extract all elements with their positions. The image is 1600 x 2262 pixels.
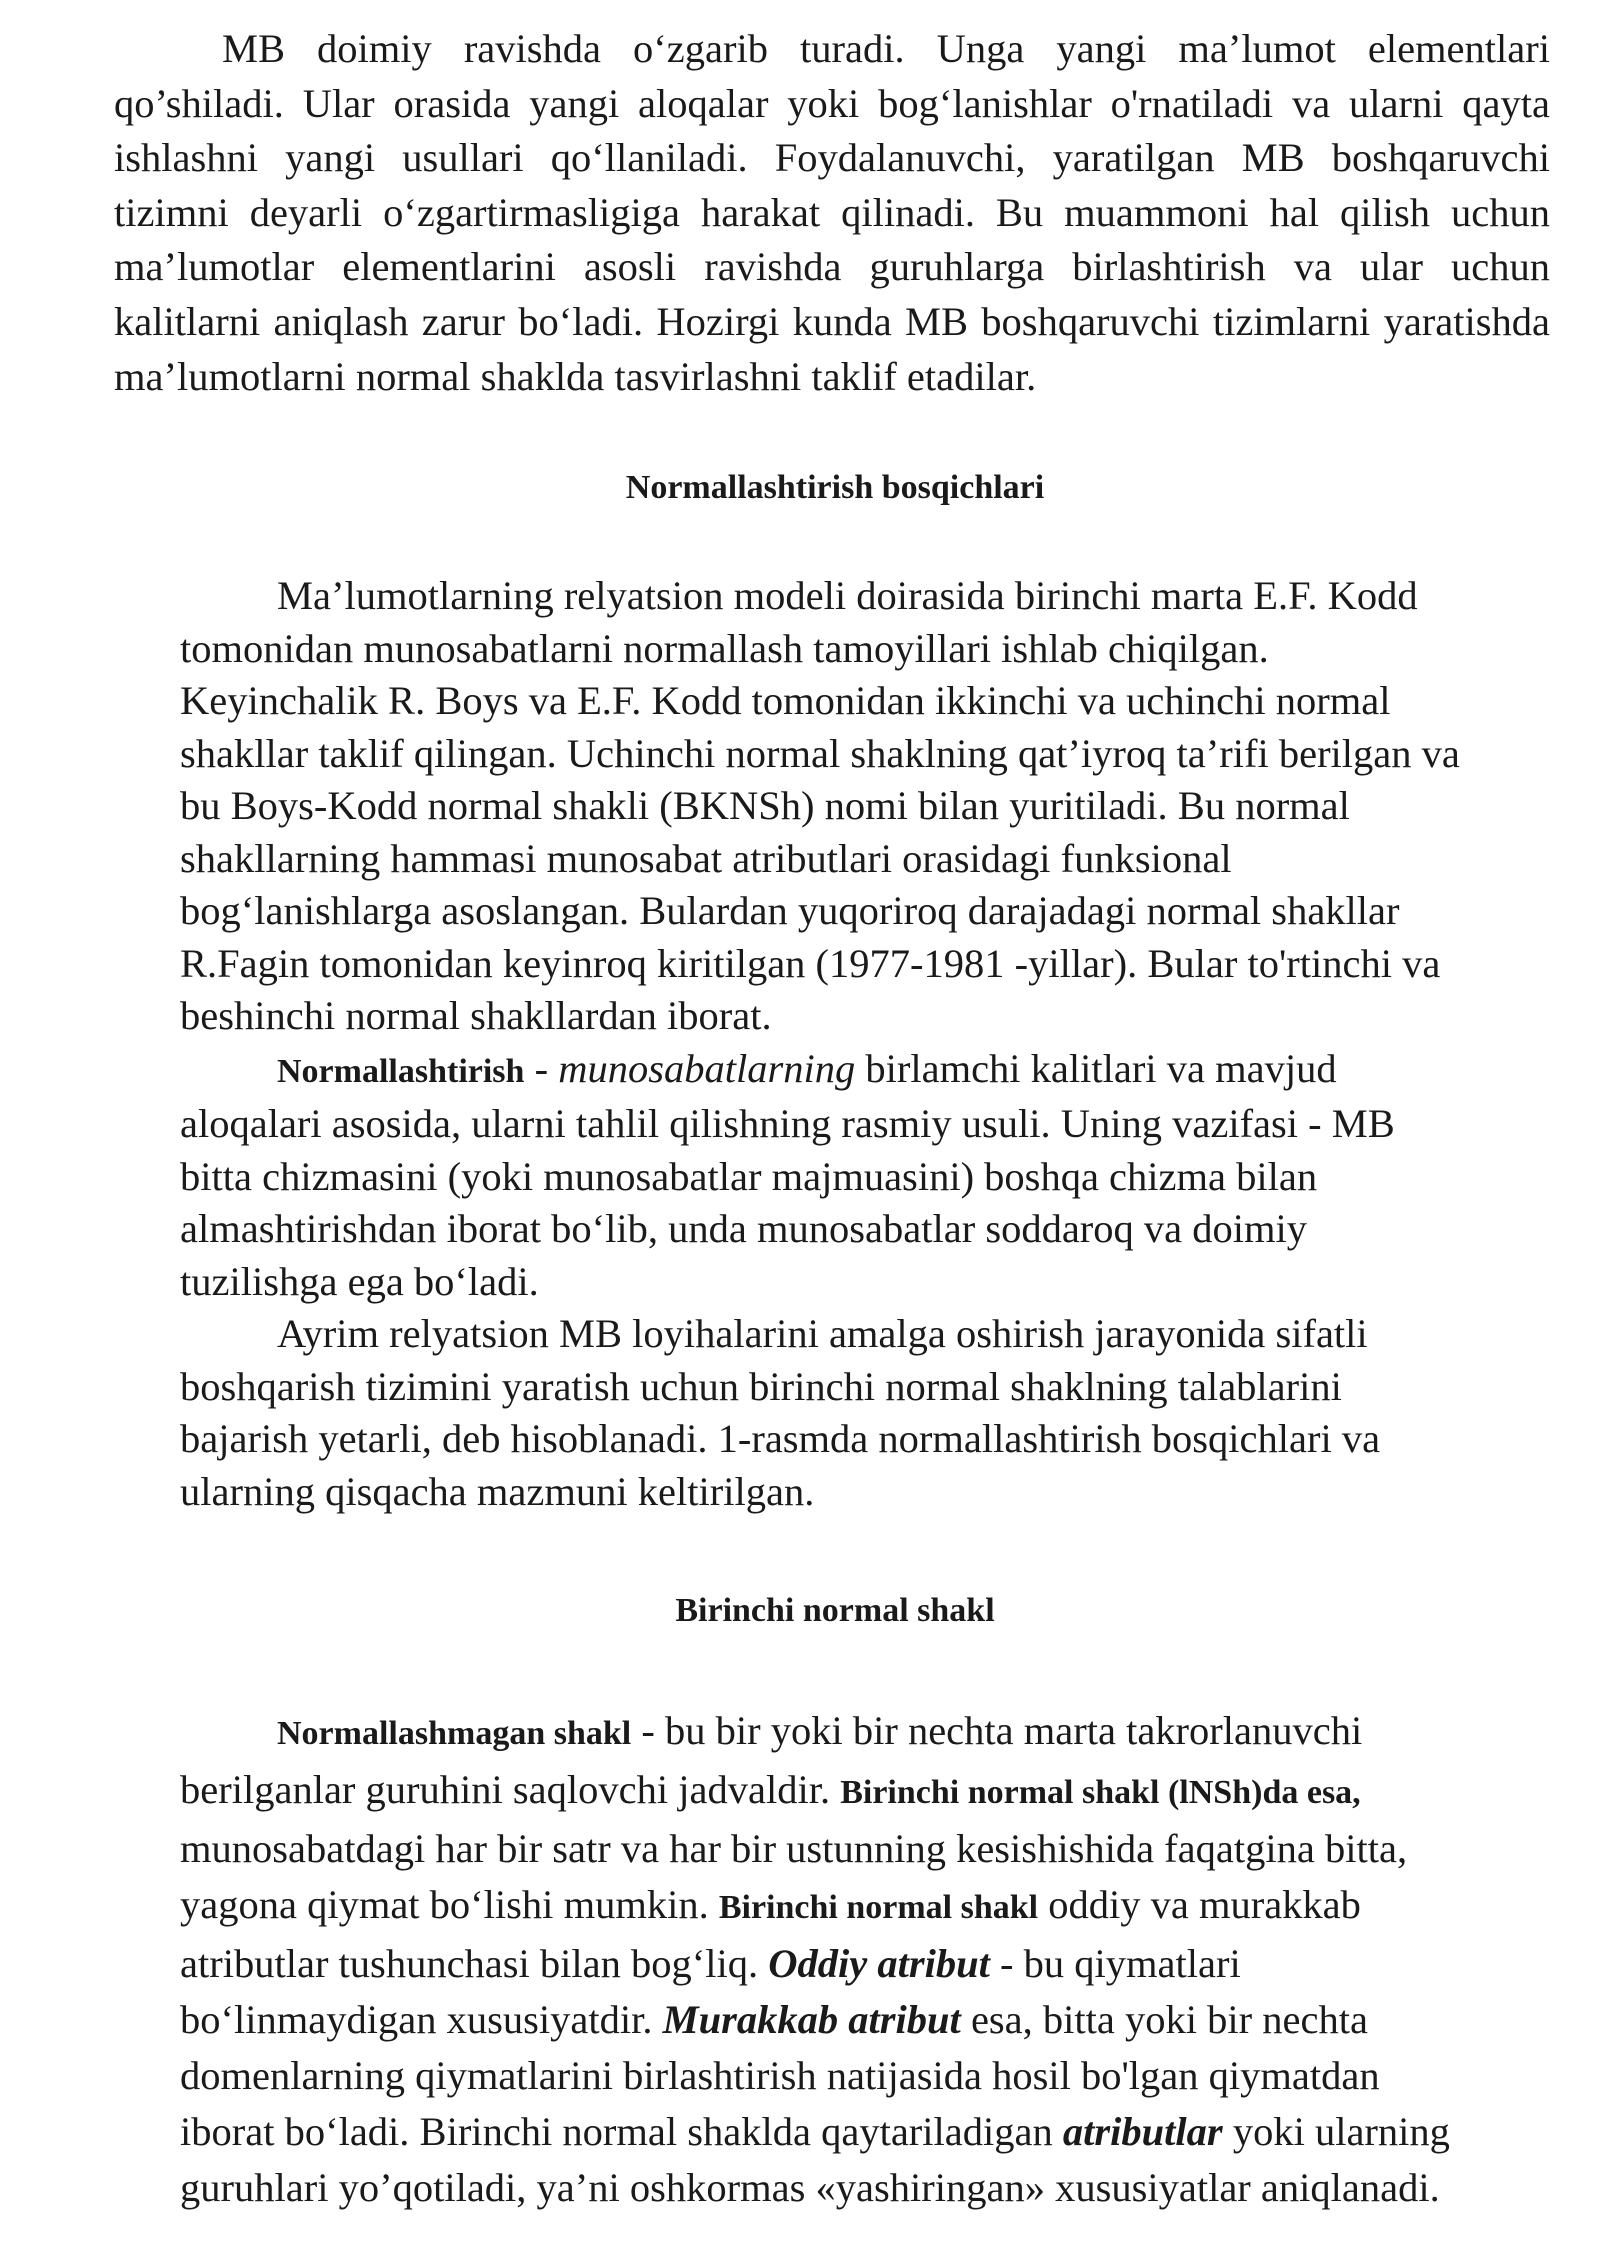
term-1nf-short: Birinchi normal shakl [718,1889,1039,1926]
text-line [180,1703,1560,1762]
line-text: berilganlar guruhini saqlovchi jadvaldir. [180,1767,841,1812]
term-simple-attribute: Oddiy atribut [768,1941,990,1986]
text-line [180,2104,1560,2160]
section-heading-normalization-stages: Normallashtirish bosqichlari [625,469,1045,506]
paragraph-normalization-definition [180,1043,1560,1309]
text-line: shakllar taklif qilingan. Uchinchi normal shaklning qat’iyroq ta’rifi berilgan va [180,730,1460,776]
line-rest: - bu bir yoki bir nechta marta takrorlanuvchi [631,1708,1363,1753]
dash: - [524,1045,559,1091]
text-line: bu Boys-Kodd normal shakli (BKNSh) nomi bilan yuritiladi. Bu normal [180,783,1350,828]
text-line: beshinchi normal shakllardan iborat. [180,993,772,1038]
text-line: Ma’lumotlarning relyatsion modeli doirasida birinchi marta E.F. Kodd [277,573,1418,618]
term-complex-attribute: Murakkab atribut [662,1997,961,2042]
line-rest: oddiy va murakkab [1038,1882,1361,1927]
text-line [180,1992,1560,2048]
text-line: aloqalari asosida, ularni tahlil qilishning rasmiy usuli. Uning vazifasi - MB [180,1101,1395,1146]
line-text: atributlar tushunchasi bilan bog‘liq. [180,1941,769,1986]
line-text: iborat bo‘ladi. Birinchi normal shaklda qaytariladigan [180,2109,1063,2154]
paragraph-first-normal-form-sufficiency [180,1308,1560,1518]
section-2-body [180,1703,1560,2216]
line-rest: yoki ularning [1222,2109,1450,2154]
term-1nf: Birinchi normal shakl (lNSh)da esa, [840,1774,1361,1811]
term-unnormalized-form: Normallashmagan shakl [277,1715,632,1752]
text-line: munosabatdagi har bir satr va har bir ustunning kesishishida faqatgina bitta, [180,1826,1408,1871]
line-rest: birlamchi kalitlari va mavjud [855,1045,1337,1091]
text-line: shakllarning hammasi munosabat atributlari orasidagi funksional [180,835,1232,881]
text-line [180,1877,1560,1936]
text-line: bitta chizmasini (yoki munosabatlar majmuasini) boshqa chizma bilan [180,1153,1318,1199]
line-text: yagona qiymat bo‘lishi mumkin. [180,1882,719,1927]
section-heading-first-normal-form: Birinchi normal shakl [675,1592,995,1629]
intro-paragraph [114,22,1550,404]
italic-word: munosabatlarning [558,1045,856,1091]
text-line: Keyinchalik R. Boys va E.F. Kodd tomonidan ikkinchi va uchinchi normal [180,678,1391,723]
intro-paragraph-text: MB doimiy ravishda o‘zgarib turadi. Unga yangi ma’lumot elementlari qo’shiladi. Ular orasida yangi aloqalar yoki bog‘lanishlar o'rnatiladi va ularni qayta ishlashni yangi usullari qo‘llaniladi. Foydalanuvchi, yaratilgan MB boshqaruvchi tizimni deyarli o‘zgartirmasligiga harakat qilinadi. Bu muammoni hal qilish uchun ma’lumotlar elementlarini asosli ravishda guruhlarga birlashtirish va ular uchun kalitlarni aniqlash zarur bo‘ladi. Hozirgi kunda MB boshqaruvchi tizimlarni yaratishda ma’lumotlarni normal shaklda tasvirlashni taklif etadilar. [114,26,1550,399]
term-attributes: atributlar [1062,2109,1223,2154]
paragraph-codd-history [180,570,1560,1043]
text-line: bajarish yetarli, deb hisoblanadi. 1-rasmda normallashtirish bosqichlari va [180,1416,1381,1461]
text-line: tomonidan munosabatlarni normallash tamoyillari ishlab chiqilgan. [180,625,1269,671]
text-line: tuzilishga ega bo‘ladi. [180,1258,539,1304]
text-line [180,1936,1560,1992]
text-line: guruhlari yo’qotiladi, ya’ni oshkormas «yashiringan» xususiyatlar aniqlanadi. [180,2165,1440,2210]
line-text: bo‘linmaydigan xususiyatdir. [180,1997,663,2042]
term-normalization: Normallashtirish [277,1052,525,1090]
text-line: Ayrim relyatsion MB loyihalarini amalga oshirish jarayonida sifatli [277,1311,1368,1356]
paragraph-first-normal-form [180,1703,1560,2216]
text-line: boshqarish tizimini yaratish uchun birinchi normal shaklning talablarini [180,1363,1342,1409]
text-line [180,1043,1560,1099]
text-line: ularning qisqacha mazmuni keltirilgan. [180,1468,815,1514]
text-line: almashtirishdan iborat bo‘lib, unda munosabatlar soddaroq va doimiy [180,1206,1308,1251]
text-line [180,1762,1560,1821]
line-rest: esa, bitta yoki bir nechta [960,1997,1368,2042]
text-line: bog‘lanishlarga asoslangan. Bulardan yuqoriroq darajadagi normal shakllar [180,888,1400,933]
text-line: domenlarning qiymatlarini birlashtirish natijasida hosil bo'lgan qiymatdan [180,2053,1380,2098]
line-rest: - bu qiymatlari [989,1941,1241,1986]
text-line: R.Fagin tomonidan keyinroq kiritilgan (1977-1981 -yillar). Bular to'rtinchi va [180,940,1441,986]
section-1-body [180,570,1560,1518]
